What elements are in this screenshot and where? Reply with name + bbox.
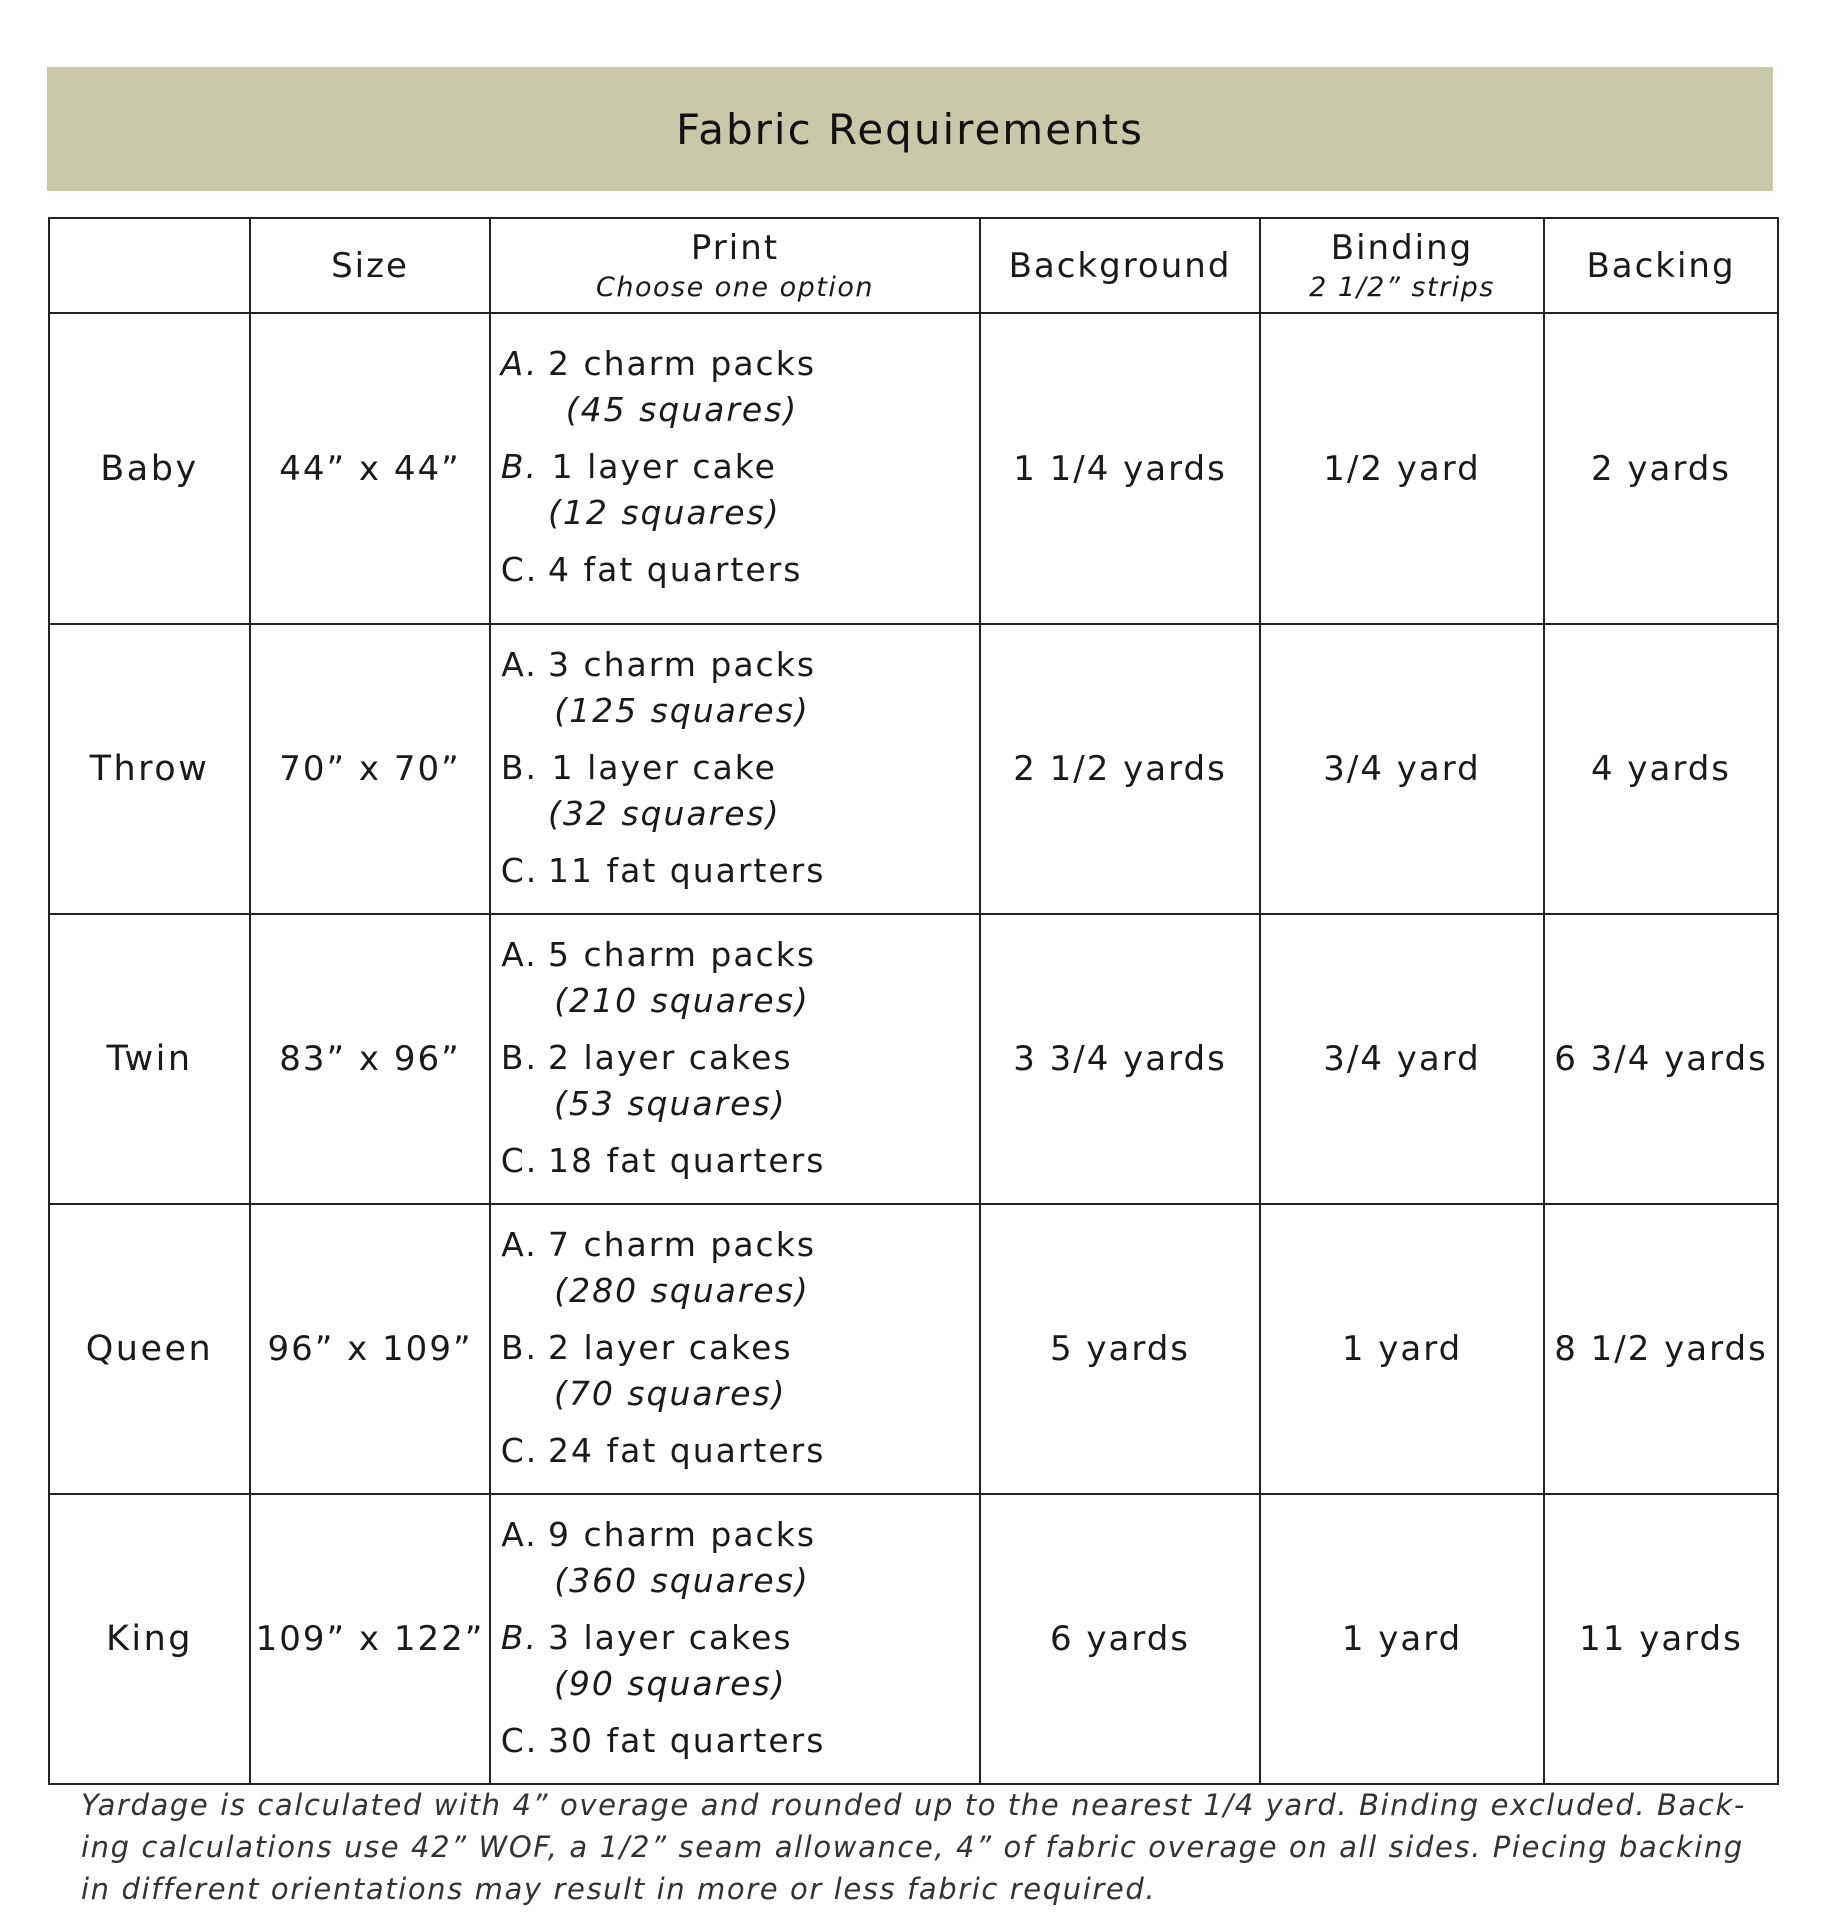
background-cell: 2 1/2 yards <box>980 624 1260 914</box>
print-options-cell <box>490 313 980 624</box>
page-title-banner <box>47 67 1773 191</box>
header-empty-cell <box>49 218 250 313</box>
option-text: 3 layer cakes <box>548 1617 793 1657</box>
binding-cell: 1 yard <box>1260 1494 1544 1784</box>
table-row <box>49 624 1778 914</box>
option-letter: A. <box>501 644 538 684</box>
print-option <box>491 848 979 894</box>
option-letter: B. <box>500 1327 539 1367</box>
option-body <box>548 444 781 536</box>
option-letter: C. <box>500 1720 539 1760</box>
print-option <box>491 1718 979 1764</box>
background-cell: 3 3/4 yards <box>980 914 1260 1204</box>
print-options-cell <box>490 624 980 914</box>
binding-cell: 3/4 yard <box>1260 624 1544 914</box>
table-row <box>49 1494 1778 1784</box>
header-background <box>980 218 1260 313</box>
backing-cell: 6 3/4 yards <box>1544 914 1778 1204</box>
option-letter: C. <box>500 1140 539 1180</box>
option-letter: C. <box>500 550 539 589</box>
option-text: 7 charm packs <box>548 1224 817 1264</box>
option-sub: (53 squares) <box>553 1083 787 1123</box>
option-letter: A. <box>501 1514 538 1554</box>
print-option <box>491 1222 979 1314</box>
option-sub: (12 squares) <box>548 493 781 532</box>
footnote-line: ing calculations use 42” WOF, a 1/2” seam allowance, 4” of fabric overage on all sides. Piecing backing <box>81 1830 1744 1864</box>
option-letter: C. <box>500 1430 539 1470</box>
size-cell: 96” x 109” <box>250 1204 490 1494</box>
header-print-label: Print <box>690 228 780 268</box>
size-cell: 70” x 70” <box>250 624 490 914</box>
size-cell: 109” x 122” <box>250 1494 490 1784</box>
print-option <box>491 932 979 1024</box>
option-text: 5 charm packs <box>548 934 817 974</box>
option-body <box>548 1512 816 1604</box>
print-option <box>491 1428 979 1474</box>
option-text: 1 layer cake <box>551 747 777 787</box>
option-letter: B. <box>500 1037 539 1077</box>
option-text: 2 layer cakes <box>548 1327 793 1367</box>
page-title: Fabric Requirements <box>675 104 1145 154</box>
option-sub: (32 squares) <box>548 793 781 833</box>
header-binding-label: Binding <box>1330 228 1474 268</box>
table-row <box>49 313 1778 624</box>
table-row <box>49 914 1778 1204</box>
backing-cell: 2 yards <box>1544 313 1778 624</box>
option-text: 24 fat quarters <box>548 1430 826 1470</box>
option-letter: B. <box>500 447 539 486</box>
option-body <box>548 341 816 433</box>
header-background-label: Background <box>1008 245 1232 286</box>
row-label: Baby <box>49 313 250 624</box>
print-options-cell <box>490 1494 980 1784</box>
option-body <box>548 1222 816 1314</box>
option-letter: A. <box>501 934 538 974</box>
option-sub: (45 squares) <box>565 390 799 429</box>
header-print <box>490 218 980 313</box>
row-label: King <box>49 1494 250 1784</box>
option-text: 4 fat quarters <box>548 550 803 589</box>
option-sub: (210 squares) <box>554 980 810 1020</box>
print-option <box>491 1512 979 1604</box>
option-letter: A. <box>500 344 539 383</box>
header-print-subtitle: Choose one option <box>596 272 874 303</box>
option-text: 2 layer cakes <box>548 1037 793 1077</box>
binding-cell: 3/4 yard <box>1260 914 1544 1204</box>
print-option <box>491 341 979 433</box>
header-backing-label: Backing <box>1586 245 1736 286</box>
option-text: 18 fat quarters <box>548 1140 826 1180</box>
option-text: 3 charm packs <box>548 644 817 684</box>
print-options-cell <box>490 1204 980 1494</box>
header-size <box>250 218 490 313</box>
option-body <box>548 1035 793 1127</box>
option-sub: (125 squares) <box>554 690 810 730</box>
option-body <box>548 642 816 734</box>
backing-cell: 4 yards <box>1544 624 1778 914</box>
header-binding-subtitle: 2 1/2” strips <box>1309 272 1495 303</box>
header-size-label: Size <box>331 245 409 286</box>
print-option <box>491 1325 979 1417</box>
option-letter: B. <box>500 1617 539 1657</box>
option-letter: B. <box>500 747 539 787</box>
print-option <box>491 642 979 734</box>
option-body <box>548 1615 793 1707</box>
option-text: 30 fat quarters <box>548 1720 826 1760</box>
row-label: Queen <box>49 1204 250 1494</box>
footnote-line: Yardage is calculated with 4” overage and rounded up to the nearest 1/4 yard. Binding excluded. Back- <box>81 1788 1746 1822</box>
print-options-cell <box>490 914 980 1204</box>
option-body <box>548 932 816 1024</box>
option-sub: (70 squares) <box>553 1373 787 1413</box>
print-option <box>491 1138 979 1184</box>
option-body <box>548 1325 793 1417</box>
option-sub: (90 squares) <box>553 1663 787 1703</box>
binding-cell: 1/2 yard <box>1260 313 1544 624</box>
row-label: Throw <box>49 624 250 914</box>
option-text: 2 charm packs <box>548 344 817 383</box>
table-row <box>49 1204 1778 1494</box>
option-text: 1 layer cake <box>551 447 777 486</box>
footnote-line: in different orientations may result in more or less fabric required. <box>81 1872 1157 1906</box>
print-option <box>491 444 979 536</box>
option-body <box>548 745 781 837</box>
background-cell: 1 1/4 yards <box>980 313 1260 624</box>
print-option <box>491 745 979 837</box>
print-option <box>491 1035 979 1127</box>
option-sub: (360 squares) <box>554 1560 810 1600</box>
fabric-requirements-table <box>48 217 1779 1785</box>
option-text: 11 fat quarters <box>548 850 826 890</box>
row-label: Twin <box>49 914 250 1204</box>
option-letter: A. <box>501 1224 538 1264</box>
background-cell: 5 yards <box>980 1204 1260 1494</box>
binding-cell: 1 yard <box>1260 1204 1544 1494</box>
option-letter: C. <box>500 850 539 890</box>
option-sub: (280 squares) <box>554 1270 810 1310</box>
size-cell: 83” x 96” <box>250 914 490 1204</box>
print-option <box>491 1615 979 1707</box>
header-row <box>49 218 1778 313</box>
footnote <box>81 1784 1746 1910</box>
backing-cell: 11 yards <box>1544 1494 1778 1784</box>
size-cell: 44” x 44” <box>250 313 490 624</box>
backing-cell: 8 1/2 yards <box>1544 1204 1778 1494</box>
print-option <box>491 547 979 593</box>
background-cell: 6 yards <box>980 1494 1260 1784</box>
header-backing <box>1544 218 1778 313</box>
option-text: 9 charm packs <box>548 1514 817 1554</box>
header-binding <box>1260 218 1544 313</box>
